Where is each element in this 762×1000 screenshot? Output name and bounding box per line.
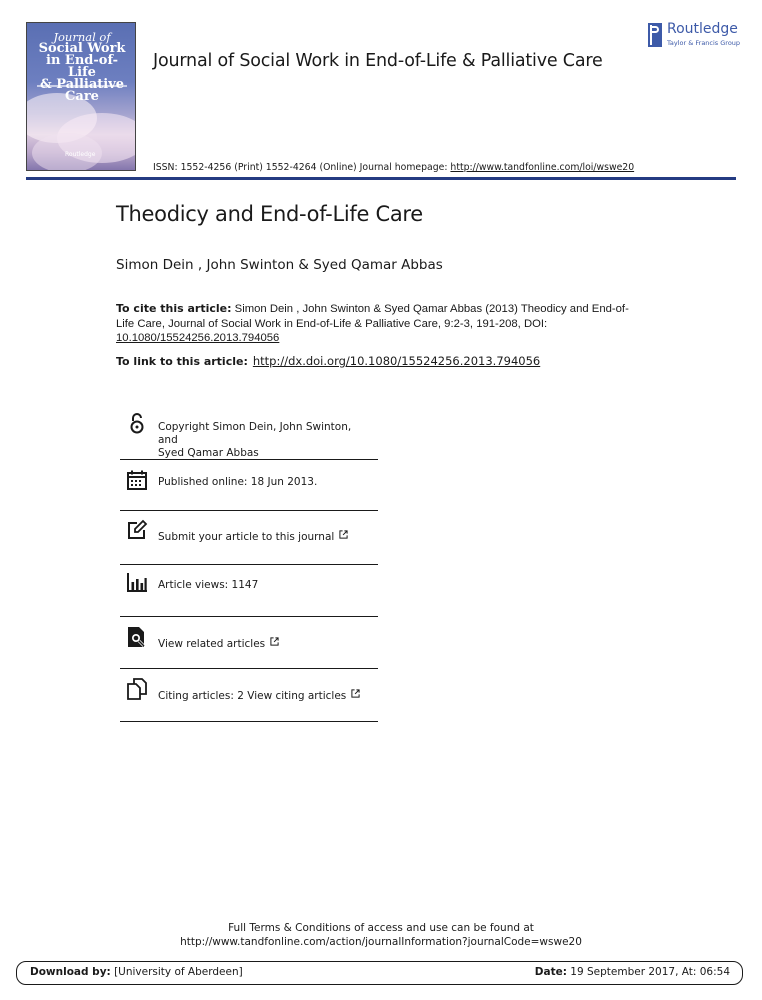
citing-articles-link[interactable]: Citing articles: 2 View citing articles bbox=[158, 690, 347, 702]
download-date bbox=[535, 966, 730, 978]
views-item bbox=[120, 565, 378, 617]
calendar-icon bbox=[126, 469, 148, 491]
submit-item[interactable] bbox=[120, 511, 378, 565]
cover-title-line: Care bbox=[65, 89, 99, 104]
terms-notice bbox=[0, 921, 762, 949]
published-date: Published online: 18 Jun 2013. bbox=[158, 476, 318, 488]
download-by bbox=[30, 966, 243, 978]
download-info-bar bbox=[16, 961, 743, 985]
copyright-text: Copyright Simon Dein, John Swinton, and bbox=[158, 421, 352, 446]
date-value: 19 September 2017, At: 06:54 bbox=[566, 966, 730, 978]
issn-text: ISSN: 1552-4256 (Print) 1552-4264 (Online) Journal homepage: bbox=[153, 162, 451, 173]
article-title: Theodicy and End-of-Life Care bbox=[116, 202, 423, 226]
published-item bbox=[120, 460, 378, 511]
publisher-name: Routledge bbox=[667, 21, 738, 37]
routledge-r-icon bbox=[648, 23, 662, 47]
link-label: To link to this article: bbox=[116, 355, 248, 368]
external-link-icon bbox=[270, 637, 279, 646]
cite-doi-link[interactable]: 10.1080/15524256.2013.794056 bbox=[116, 332, 280, 344]
article-meta-list bbox=[120, 408, 378, 722]
edit-icon bbox=[126, 519, 148, 541]
open-lock-icon bbox=[126, 412, 148, 434]
bar-chart-icon bbox=[126, 571, 148, 593]
article-views: Article views: 1147 bbox=[158, 579, 259, 591]
cover-publisher-mark: Routledge bbox=[65, 151, 96, 158]
journal-homepage-link[interactable]: http://www.tandfonline.com/loi/wswe20 bbox=[450, 162, 635, 173]
header-divider bbox=[26, 177, 736, 180]
cite-label: To cite this article: bbox=[116, 302, 232, 315]
external-link-icon bbox=[351, 689, 360, 698]
copyright-text-2: Syed Qamar Abbas bbox=[158, 447, 259, 459]
cover-title-line: Social Work bbox=[38, 41, 126, 56]
journal-name: Journal of Social Work in End-of-Life & Palliative Care bbox=[153, 51, 603, 71]
external-link-icon bbox=[339, 530, 348, 539]
article-authors: Simon Dein , John Swinton & Syed Qamar Abbas bbox=[116, 257, 443, 273]
terms-text: Full Terms & Conditions of access and use can be found at bbox=[228, 922, 534, 934]
journal-cover-image bbox=[26, 22, 136, 171]
article-link-line bbox=[116, 354, 540, 368]
copyright-item bbox=[120, 408, 378, 460]
document-search-icon bbox=[126, 626, 148, 648]
article-doi-link[interactable]: http://dx.doi.org/10.1080/15524256.2013.794056 bbox=[252, 354, 541, 368]
cite-text: Simon Dein , John Swinton & Syed Qamar Abbas (2013) Theodicy and End-of-Life Care, Journal of Social Work in End-of-Life & Palliative Care, 9:2-3, 191-208, DOI: bbox=[116, 303, 629, 330]
issn-line bbox=[153, 162, 634, 173]
citation-block bbox=[116, 302, 636, 346]
citing-documents-icon bbox=[126, 678, 148, 700]
cover-title-line: in End-of-Life bbox=[46, 53, 118, 80]
related-item[interactable] bbox=[120, 617, 378, 669]
related-articles-link[interactable]: View related articles bbox=[158, 638, 266, 650]
publisher-subtitle: Taylor & Francis Group bbox=[667, 39, 741, 47]
terms-url[interactable]: http://www.tandfonline.com/action/journalInformation?journalCode=wswe20 bbox=[180, 936, 582, 948]
publisher-logo bbox=[648, 21, 748, 51]
cover-title bbox=[33, 31, 131, 103]
download-value: [University of Aberdeen] bbox=[110, 966, 243, 978]
citing-item[interactable] bbox=[120, 669, 378, 722]
date-label: Date: bbox=[534, 966, 567, 978]
download-label: Download by: bbox=[30, 966, 111, 978]
cover-title-line: Journal of bbox=[53, 30, 111, 44]
submit-article-link[interactable]: Submit your article to this journal bbox=[158, 531, 335, 543]
